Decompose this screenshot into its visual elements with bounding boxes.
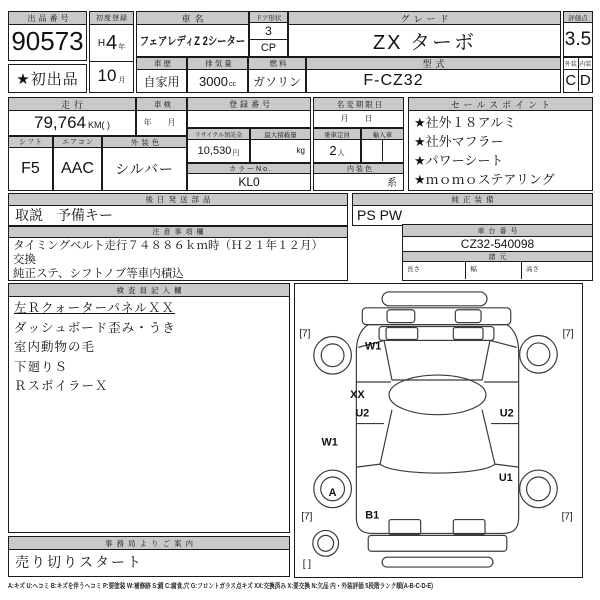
- spec-length-label: 長さ: [407, 266, 420, 273]
- mileage-label: 走行: [9, 98, 135, 111]
- rear-bumper: [368, 535, 507, 551]
- marker-b1: B1: [365, 509, 380, 522]
- sales-point: ★ｍｏｍｏステアリング: [414, 172, 555, 187]
- shipped-parts-box: [8, 193, 348, 226]
- notes-label: 注意事項欄: [9, 227, 347, 238]
- interior-label: 内装: [578, 58, 593, 69]
- history-label: 車歴: [137, 58, 186, 70]
- first-registration-year: [90, 25, 133, 62]
- note-line: タイミングベルト走行７４８８６ｋｍ時（Ｈ２１年１２月）: [13, 240, 324, 252]
- exterior-interior-values: [564, 70, 592, 91]
- front-bumper: [362, 308, 510, 325]
- model-code-label: 型式: [307, 58, 560, 70]
- spec-label: 諸元: [403, 252, 592, 262]
- wheel-front-left: [314, 336, 352, 374]
- import-cell-right: [382, 140, 403, 161]
- import-cell-left: [362, 140, 382, 161]
- shaken-box: [136, 97, 187, 136]
- interior-color-value: 系: [387, 178, 397, 189]
- reg-month-unit: 月: [118, 76, 126, 84]
- score-box: [563, 11, 593, 57]
- ac-value: AAC: [61, 159, 94, 177]
- chassis-number-label: 車台番号: [403, 225, 592, 237]
- recycle-deposit-value: 10,530: [197, 144, 232, 157]
- wheel-rear-right-rim: [527, 477, 551, 501]
- car-top-view-diagram: [295, 284, 581, 576]
- marker-spare-bracket: [ ]: [302, 559, 311, 571]
- body-type: CP: [260, 41, 277, 54]
- marker-xx: XX: [350, 388, 365, 401]
- chassis-number-value: CZ32-540098: [403, 237, 592, 252]
- displacement-unit: cc: [228, 80, 236, 88]
- shaken-label: 車検: [137, 98, 186, 111]
- inspector-notes-label: 検査員記入欄: [9, 284, 289, 297]
- taillight-left: [389, 520, 421, 535]
- exterior-label: 外装: [564, 62, 577, 68]
- wheel-front-right-rim: [527, 343, 550, 366]
- rear-bumper-lip: [382, 557, 493, 567]
- color-no-label: カラーNo.: [188, 164, 310, 174]
- sales-point: ★社外マフラー: [414, 134, 504, 149]
- oem-equipment-box: [352, 193, 593, 226]
- exterior-color-label: 外装色: [103, 137, 186, 148]
- office-notice-label: 事務局よりご案内: [9, 537, 289, 550]
- taillight-right: [453, 520, 485, 535]
- first-registration-box: [89, 11, 134, 93]
- exterior-color-box: [102, 136, 187, 191]
- inspector-notes-box: [8, 283, 290, 533]
- grade-box: [288, 11, 561, 57]
- inspector-line: 室内動物の毛: [14, 340, 96, 354]
- history-value: 自家用: [143, 74, 180, 89]
- auction-number-label: 出品番号: [9, 12, 86, 25]
- rear-hatch-sides: [380, 410, 495, 464]
- history-box: [136, 57, 187, 93]
- auction-number-box: [8, 11, 87, 61]
- door-seams: [356, 382, 518, 467]
- spare-tire-rim: [318, 535, 334, 551]
- wheel-rear-right: [520, 470, 558, 508]
- ac-label: エアコン: [54, 137, 101, 148]
- car-name-value: フェアレディZ 2シーター: [139, 34, 246, 48]
- grade-value: ZX ターボ: [372, 32, 477, 54]
- front-bumper-lip: [382, 292, 487, 306]
- exterior-grade: C: [565, 72, 577, 89]
- registration-number-label: 登録番号: [188, 98, 310, 111]
- first-registration-label: 初度登録: [90, 12, 133, 25]
- office-notice-box: [8, 536, 290, 577]
- inspector-line: 左ＲクォーターパネルＸＸ: [14, 301, 176, 315]
- color-no-box: [187, 163, 311, 191]
- rear-hatch-base: [380, 464, 495, 473]
- inspector-notes-lines: [9, 297, 289, 399]
- interior-color-label: 内装色: [314, 164, 403, 174]
- score-label: 評価点: [564, 12, 592, 23]
- marker-front-left-bracket: [7]: [299, 328, 311, 340]
- shaken-value: 年 月: [143, 118, 180, 127]
- score-value: 3.5: [564, 28, 592, 50]
- capacity-value: 2: [329, 143, 337, 158]
- payload-unit: kg: [296, 146, 305, 155]
- payload-label: 最大積載量: [251, 129, 310, 140]
- ac-box: [53, 136, 102, 191]
- cowl-vent-left: [386, 328, 418, 340]
- import-cells: [362, 140, 403, 161]
- shift-label: シフト: [9, 137, 52, 148]
- shipped-parts-label: 後日発送部品: [9, 194, 347, 206]
- car-name-label: 車名: [137, 12, 248, 25]
- windshield: [384, 340, 490, 380]
- sales-point: ★パワーシート: [414, 153, 504, 168]
- notes-lines: [9, 238, 347, 282]
- import-box: [361, 128, 404, 163]
- mileage-unit: KM( ): [88, 119, 110, 130]
- sales-points-label: セールスポイント: [409, 98, 592, 111]
- door-shape-label: ドア形状: [250, 12, 287, 23]
- damage-diagram-box: [294, 283, 583, 578]
- shipped-parts-value: 取説 予備キー: [15, 207, 113, 223]
- marker-u2-right: U2: [499, 407, 514, 420]
- capacity-unit: 人: [337, 150, 345, 157]
- chassis-number-box: [402, 224, 593, 281]
- capacity-label: 乗車定員: [314, 129, 360, 140]
- model-code-box: [306, 57, 561, 93]
- marker-rear-right-bracket: [7]: [561, 511, 573, 523]
- exterior-interior-header: [564, 58, 592, 70]
- spec-height-label: 高さ: [521, 262, 592, 279]
- recycle-deposit-unit: 円: [232, 149, 240, 157]
- headlight-left: [387, 310, 415, 323]
- registration-number-box: [187, 97, 311, 128]
- rename-deadline-box: [313, 97, 404, 128]
- cowl-vent-right: [453, 328, 483, 340]
- spec-width-label: 幅: [465, 262, 521, 279]
- sales-point: ★社外１８アルミ: [414, 115, 517, 130]
- spare-tire: [313, 530, 339, 556]
- displacement-label: 排気量: [188, 58, 247, 70]
- registration-number-value: [188, 111, 310, 126]
- displacement-value: 3000: [199, 73, 228, 89]
- headlight-right: [455, 310, 481, 323]
- interior-grade: D: [578, 70, 593, 91]
- recycle-deposit-label: リサイクル預託金: [188, 129, 249, 140]
- mileage-value: 79,764: [34, 112, 86, 132]
- recycle-deposit-value-row: [188, 140, 249, 161]
- rename-deadline-value: 月 日: [340, 114, 377, 123]
- wheel-front-right: [520, 335, 558, 373]
- reg-month: 10: [97, 66, 117, 85]
- marker-w1-front: W1: [365, 340, 382, 353]
- oem-equipment-value: PS PW: [357, 207, 403, 223]
- displacement-box: [187, 57, 248, 93]
- reg-year-unit: 年: [118, 44, 126, 51]
- door-count: 3: [250, 23, 287, 40]
- office-notice-value: 売り切りスタート: [15, 554, 143, 570]
- body-outline: [356, 325, 518, 534]
- rename-deadline-label: 名変期限日: [314, 98, 403, 111]
- sales-points-list: [409, 111, 592, 191]
- reg-era: H: [97, 37, 106, 49]
- interior-color-box: [313, 163, 404, 191]
- fender-seams: [358, 340, 516, 347]
- color-no-value: KL0: [238, 174, 260, 189]
- recycle-deposit-box: [187, 128, 250, 163]
- damage-code-legend: A:キズ U:ヘコミ B:キズを伴うヘコミ P:要塗装 W:補修跡 S:錆 C:腐食,穴 G:フロントガラス点キズ XX:交換済み X:要交換 N:欠品 内・外装評価 5段階ランク順(A-B-C-D-E): [8, 583, 434, 590]
- inspector-line: ダッシュボード歪み・うき: [14, 320, 176, 335]
- car-name-box: [136, 11, 249, 57]
- spec-dimensions: [403, 262, 592, 279]
- shift-value: F5: [21, 159, 40, 177]
- capacity-value-row: [314, 140, 360, 161]
- fuel-label: 燃料: [249, 58, 305, 70]
- marker-u1: U1: [498, 471, 513, 484]
- mileage-value-row: [9, 111, 135, 134]
- displacement-value-row: [188, 70, 247, 92]
- marker-u2-left: U2: [355, 407, 370, 420]
- grade-label: グレード: [289, 12, 560, 25]
- mileage-box: [8, 97, 136, 136]
- door-shape-box: [249, 11, 288, 57]
- payload-box: [250, 128, 311, 163]
- inspector-line: 下廻りＳ: [14, 359, 69, 374]
- exterior-interior-box: [563, 57, 593, 93]
- note-line: 交換: [13, 254, 36, 266]
- wheel-front-left-rim: [321, 344, 344, 367]
- marker-w1-rear: W1: [321, 436, 338, 449]
- first-listing-badge: ★初出品: [8, 64, 87, 93]
- first-registration-month: [90, 62, 133, 90]
- reg-year: 4: [106, 31, 118, 54]
- capacity-box: [313, 128, 361, 163]
- model-code-value: F-CZ32: [363, 72, 424, 89]
- notes-box: [8, 226, 348, 281]
- import-label: 輸入車: [362, 129, 403, 140]
- auction-number-value: 90573: [11, 26, 84, 56]
- fuel-box: [248, 57, 306, 93]
- shift-box: [8, 136, 53, 191]
- sales-points-box: [408, 97, 593, 191]
- exterior-color-value: シルバー: [115, 160, 174, 177]
- fuel-value: ガソリン: [252, 74, 301, 89]
- marker-front-right-bracket: [7]: [562, 328, 574, 340]
- marker-rear-left-bracket: [7]: [301, 511, 313, 523]
- roof: [389, 375, 486, 415]
- note-line: 純正ステ、シフトノブ等車内積込: [13, 268, 184, 280]
- cowl-band: [379, 327, 494, 341]
- inspector-line: ＲスポイラーＸ: [14, 379, 109, 393]
- marker-a: A: [328, 486, 337, 499]
- oem-equipment-label: 純正装備: [353, 194, 592, 206]
